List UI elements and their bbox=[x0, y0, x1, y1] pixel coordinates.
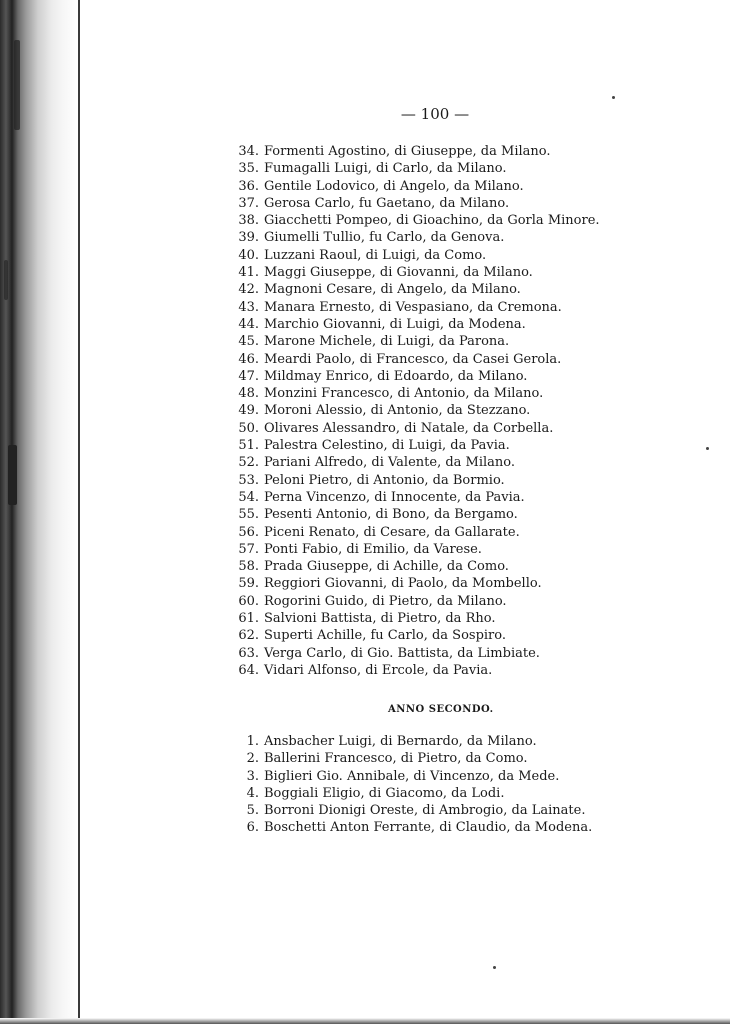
list-item bbox=[228, 333, 600, 350]
list-item bbox=[228, 402, 600, 419]
entry-text: Maggi Giuseppe, di Giovanni, da Milano. bbox=[264, 265, 533, 281]
entry-text: Palestra Celestino, di Luigi, da Pavia. bbox=[264, 438, 510, 454]
list-item bbox=[228, 160, 600, 177]
entry-number: 38. bbox=[238, 213, 259, 229]
list-item bbox=[228, 768, 592, 785]
list-item bbox=[228, 316, 600, 333]
entry-number: 55. bbox=[238, 507, 259, 523]
list-item bbox=[228, 750, 592, 767]
entry-number: 1. bbox=[246, 734, 259, 749]
list-item bbox=[228, 143, 600, 160]
entry-text: Boggiali Eligio, di Giacomo, da Lodi. bbox=[264, 785, 505, 801]
entry-number: 59. bbox=[238, 576, 259, 592]
entry-text: Piceni Renato, di Cesare, da Gallarate. bbox=[264, 524, 520, 540]
scan-speck bbox=[612, 96, 615, 99]
list-item bbox=[228, 229, 600, 246]
list-item bbox=[228, 662, 600, 679]
binding-mark bbox=[8, 445, 17, 505]
list-item bbox=[228, 385, 600, 402]
student-list-year-two bbox=[228, 733, 592, 837]
list-item bbox=[228, 454, 600, 471]
entry-text: Luzzani Raoul, di Luigi, da Como. bbox=[264, 247, 487, 263]
entry-number: 2. bbox=[246, 751, 259, 767]
list-item bbox=[228, 264, 600, 281]
list-item bbox=[228, 212, 600, 229]
list-item bbox=[228, 627, 600, 644]
entry-text: Borroni Dionigi Oreste, di Ambrogio, da Lainate. bbox=[264, 803, 586, 819]
section-heading: ANNO SECONDO. bbox=[388, 704, 494, 715]
list-item bbox=[228, 506, 600, 523]
entry-text: Peloni Pietro, di Antonio, da Bormio. bbox=[264, 472, 505, 488]
entry-number: 34. bbox=[238, 144, 259, 159]
book-binding-edge bbox=[0, 0, 78, 1024]
entry-number: 52. bbox=[238, 455, 259, 471]
entry-text: Marone Michele, di Luigi, da Parona. bbox=[264, 334, 510, 350]
entry-text: Pariani Alfredo, di Valente, da Milano. bbox=[264, 455, 516, 471]
entry-number: 37. bbox=[238, 195, 259, 211]
list-item bbox=[228, 819, 592, 836]
entry-text: Monzini Francesco, di Antonio, da Milano. bbox=[264, 386, 544, 402]
list-item bbox=[228, 195, 600, 212]
scan-speck bbox=[706, 447, 709, 450]
entry-number: 44. bbox=[238, 316, 259, 332]
entry-text: Perna Vincenzo, di Innocente, da Pavia. bbox=[264, 489, 525, 505]
entry-number: 48. bbox=[238, 386, 259, 402]
entry-number: 5. bbox=[246, 803, 259, 819]
list-item bbox=[228, 178, 600, 195]
list-item bbox=[228, 437, 600, 454]
entry-text: Fumagalli Luigi, di Carlo, da Milano. bbox=[264, 161, 507, 177]
entry-text: Giumelli Tullio, fu Carlo, da Genova. bbox=[264, 230, 505, 246]
entry-number: 47. bbox=[238, 368, 259, 384]
entry-text: Ponti Fabio, di Emilio, da Varese. bbox=[264, 541, 482, 557]
entry-text: Formenti Agostino, di Giuseppe, da Milano. bbox=[264, 144, 551, 159]
list-item bbox=[228, 524, 600, 541]
entry-number: 58. bbox=[238, 559, 259, 575]
list-item bbox=[228, 802, 592, 819]
entry-number: 56. bbox=[238, 524, 259, 540]
entry-text: Ballerini Francesco, di Pietro, da Como. bbox=[264, 751, 528, 767]
entry-text: Olivares Alessandro, di Natale, da Corbella. bbox=[264, 420, 554, 436]
student-list-year-one bbox=[228, 143, 600, 679]
list-item bbox=[228, 281, 600, 298]
entry-number: 60. bbox=[238, 593, 259, 609]
entry-text: Boschetti Anton Ferrante, di Claudio, da Modena. bbox=[264, 820, 593, 836]
list-item bbox=[228, 247, 600, 264]
entry-number: 36. bbox=[238, 178, 259, 194]
list-item bbox=[228, 541, 600, 558]
list-item bbox=[228, 733, 592, 750]
list-item bbox=[228, 472, 600, 489]
entry-text: Prada Giuseppe, di Achille, da Como. bbox=[264, 559, 509, 575]
entry-number: 61. bbox=[238, 611, 259, 627]
binding-mark bbox=[4, 260, 8, 300]
binding-mark bbox=[14, 40, 20, 130]
list-item bbox=[228, 351, 600, 368]
entry-number: 53. bbox=[238, 472, 259, 488]
entry-number: 42. bbox=[238, 282, 259, 298]
entry-number: 35. bbox=[238, 161, 259, 177]
entry-number: 62. bbox=[238, 628, 259, 644]
entry-number: 40. bbox=[238, 247, 259, 263]
entry-number: 63. bbox=[238, 645, 259, 661]
entry-text: Ansbacher Luigi, di Bernardo, da Milano. bbox=[264, 734, 537, 749]
list-item bbox=[228, 575, 600, 592]
entry-text: Mildmay Enrico, di Edoardo, da Milano. bbox=[264, 368, 528, 384]
entry-text: Superti Achille, fu Carlo, da Sospiro. bbox=[264, 628, 507, 644]
list-item bbox=[228, 593, 600, 610]
entry-text: Meardi Paolo, di Francesco, da Casei Gerola. bbox=[264, 351, 562, 367]
list-item bbox=[228, 368, 600, 385]
entry-text: Vidari Alfonso, di Ercole, da Pavia. bbox=[264, 662, 493, 678]
entry-number: 57. bbox=[238, 541, 259, 557]
entry-number: 41. bbox=[238, 265, 259, 281]
entry-number: 45. bbox=[238, 334, 259, 350]
entry-text: Verga Carlo, di Gio. Battista, da Limbiate. bbox=[264, 645, 540, 661]
entry-text: Moroni Alessio, di Antonio, da Stezzano. bbox=[264, 403, 531, 419]
entry-text: Rogorini Guido, di Pietro, da Milano. bbox=[264, 593, 507, 609]
list-item bbox=[228, 299, 600, 316]
entry-text: Magnoni Cesare, di Angelo, da Milano. bbox=[264, 282, 521, 298]
list-item bbox=[228, 785, 592, 802]
entry-number: 39. bbox=[238, 230, 259, 246]
list-item bbox=[228, 558, 600, 575]
entry-number: 64. bbox=[238, 662, 259, 678]
list-item bbox=[228, 645, 600, 662]
entry-number: 6. bbox=[246, 820, 259, 836]
list-item bbox=[228, 420, 600, 437]
page-border-line bbox=[78, 0, 80, 1024]
scan-speck bbox=[493, 966, 496, 969]
entry-text: Biglieri Gio. Annibale, di Vincenzo, da Mede. bbox=[264, 768, 560, 784]
entry-number: 49. bbox=[238, 403, 259, 419]
entry-text: Giacchetti Pompeo, di Gioachino, da Gorla Minore. bbox=[264, 213, 600, 229]
entry-text: Salvioni Battista, di Pietro, da Rho. bbox=[264, 611, 496, 627]
entry-number: 51. bbox=[238, 438, 259, 454]
entry-text: Marchio Giovanni, di Luigi, da Modena. bbox=[264, 316, 526, 332]
entry-number: 54. bbox=[238, 489, 259, 505]
entry-text: Reggiori Giovanni, di Paolo, da Mombello. bbox=[264, 576, 542, 592]
page-bottom-edge bbox=[0, 1018, 730, 1024]
entry-text: Gerosa Carlo, fu Gaetano, da Milano. bbox=[264, 195, 510, 211]
entry-number: 50. bbox=[238, 420, 259, 436]
entry-number: 3. bbox=[246, 768, 259, 784]
entry-number: 46. bbox=[238, 351, 259, 367]
page-number: — 100 — bbox=[400, 105, 470, 123]
entry-text: Pesenti Antonio, di Bono, da Bergamo. bbox=[264, 507, 518, 523]
list-item bbox=[228, 489, 600, 506]
list-item bbox=[228, 610, 600, 627]
entry-text: Manara Ernesto, di Vespasiano, da Cremona. bbox=[264, 299, 562, 315]
entry-number: 4. bbox=[246, 785, 259, 801]
entry-number: 43. bbox=[238, 299, 259, 315]
entry-text: Gentile Lodovico, di Angelo, da Milano. bbox=[264, 178, 524, 194]
